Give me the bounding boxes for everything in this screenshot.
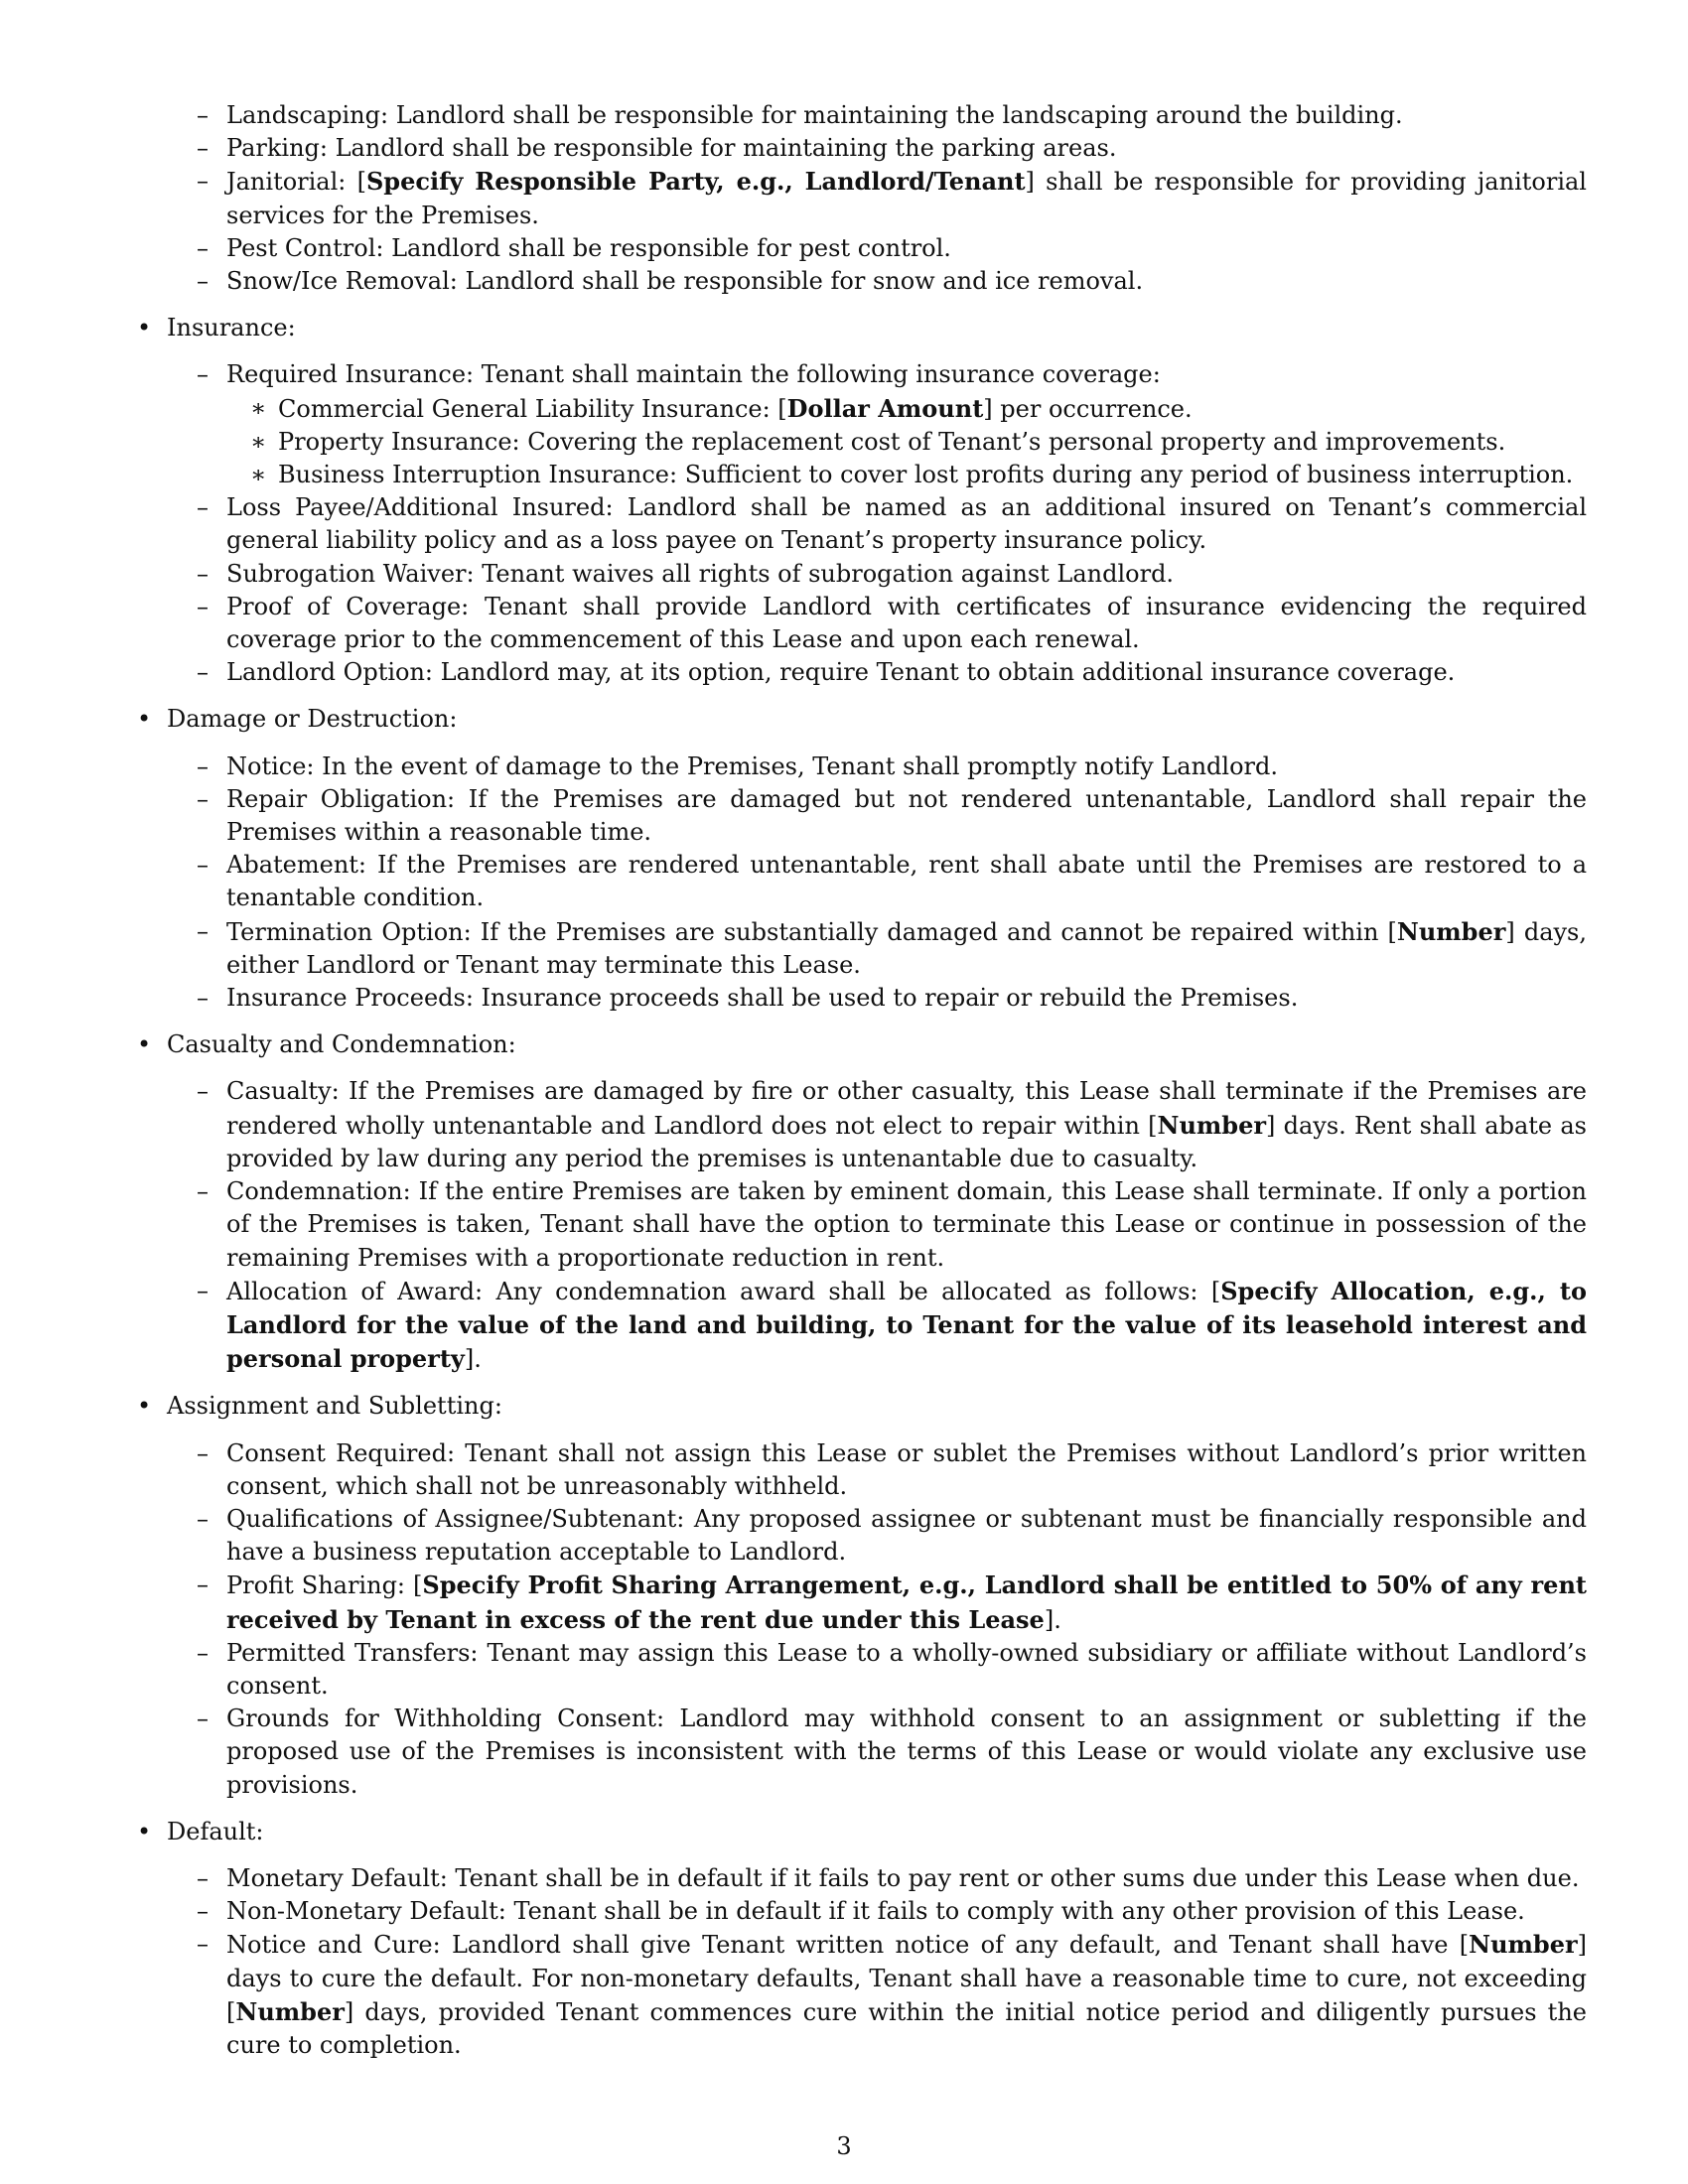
list-item: – Required Insurance: Tenant shall maintain the following insurance coverage: ∗ Commercial General Liability Insurance: [Dollar Amount] per occurrence. ∗ Property Insurance: Covering the replacement cost of Tenant’s personal property and improvements. ∗ Business Interruption Insurance: Sufficient to cover lost profits during any period of business interruption. (135, 358, 1587, 491)
dash-marker: – (197, 1638, 209, 1667)
placeholder-text: Dollar Amount (786, 393, 984, 423)
dash-marker: – (197, 134, 209, 163)
placeholder-text: Specify Allocation, e.g., to Landlord for the value of the land and building, to Tenant for the value of its leasehold interest and personal property (226, 1276, 1588, 1374)
placeholder-text: Number (1469, 1930, 1578, 1960)
dash-marker: – (197, 559, 209, 588)
bullet-marker: • (137, 314, 152, 342)
lease-content (135, 99, 1587, 2062)
list-item: – Repair Obligation: If the Premises are damaged but not rendered untenantable, Landlord shall repair the Premises within a reasonable time. (197, 784, 1587, 847)
placeholder-text: Number (235, 1996, 345, 2026)
list-item: – Landlord Option: Landlord may, at its option, require Tenant to obtain additional insurance coverage. (135, 656, 1587, 689)
dash-marker: – (197, 1504, 209, 1533)
default-list (135, 1862, 1587, 2062)
casualty-list (135, 1075, 1587, 1376)
placeholder-text: Number (1396, 916, 1506, 946)
dash-marker: – (197, 1177, 209, 1206)
list-item: – Loss Payee/Additional Insured: Landlord shall be named as an additional insured on Tenant’s commercial general liability policy and as a loss payee on Tenant’s property insurance policy. (197, 493, 1587, 555)
list-item: – Casualty: If the Premises are damaged by fire or other casualty, this Lease shall terminate if the Premises are rendered wholly untenantable and Landlord does not elect to repair within [Number] days. Rent shall abate as provided by law during any period the premises is untenantable due to casualty. (197, 1077, 1587, 1172)
placeholder-text: Specify Responsible Party, e.g., Landlord/Tenant (365, 167, 1026, 197)
placeholder-text: Number (1157, 1110, 1266, 1140)
dash-marker: – (197, 1276, 209, 1304)
list-item: – Consent Required: Tenant shall not assign this Lease or sublet the Premises without Landlord’s prior written consent, which shall not be unreasonably withheld. (197, 1438, 1587, 1500)
list-item: – Qualifications of Assignee/Subtenant: Any proposed assignee or subtenant must be financially responsible and have a business reputation acceptable to Landlord. (197, 1504, 1587, 1567)
list-item: – Pest Control: Landlord shall be responsible for pest control. (135, 232, 1587, 265)
dash-marker: – (197, 101, 209, 129)
list-item: – Profit Sharing: [Specify Profit Sharing Arrangement, e.g., Landlord shall be entitled to 50% of any rent received by Tenant in excess of the rent due under this Lease]. (197, 1570, 1587, 1634)
list-item: – Termination Option: If the Premises are substantially damaged and cannot be repaired within [Number] days, either Landlord or Tenant may terminate this Lease. (197, 916, 1588, 979)
maintenance-list (135, 99, 1587, 298)
bullet-marker: • (137, 705, 152, 734)
list-item: ∗ Property Insurance: Covering the replacement cost of Tenant’s personal property and improvements. (226, 426, 1587, 459)
dash-marker: – (197, 751, 209, 780)
dash-marker: – (197, 267, 209, 296)
bullet-marker: • (137, 1030, 152, 1059)
list-item: ∗ Business Interruption Insurance: Sufficient to cover lost profits during any period of business interruption. (226, 459, 1587, 491)
list-item: – Allocation of Award: Any condemnation award shall be allocated as follows: [Specify Allocation, e.g., to Landlord for the value of the land and building, to Tenant for the value of its leasehold interest and personal property]. (197, 1276, 1588, 1374)
section-heading-assignment: • Assignment and Subletting: (135, 1390, 1587, 1423)
assignment-list (135, 1437, 1587, 1802)
list-item: – Notice and Cure: Landlord shall give Tenant written notice of any default, and Tenant shall have [Number] days to cure the default. For non-monetary defaults, Tenant shall have a reasonable time to cure, not exceeding [Number] days, provided Tenant commences cure within the initial notice period and diligently pursues the cure to completion. (197, 1930, 1587, 2059)
section-heading-casualty: • Casualty and Condemnation: (135, 1028, 1587, 1061)
list-item: – Non-Monetary Default: Tenant shall be in default if it fails to comply with any other provision of this Lease. (135, 1895, 1587, 1928)
dash-marker: – (197, 916, 209, 945)
dash-marker: – (197, 167, 209, 196)
dash-marker: – (197, 658, 209, 687)
section-heading-damage: • Damage or Destruction: (135, 703, 1587, 736)
list-item: – Abatement: If the Premises are rendered untenantable, rent shall abate until the Premises are restored to a tenantable condition. (197, 851, 1587, 912)
dash-marker: – (197, 1705, 209, 1733)
damage-list (135, 751, 1587, 1016)
list-item: – Condemnation: If the entire Premises are taken by eminent domain, this Lease shall terminate. If only a portion of the Premises is taken, Tenant shall have the option to terminate this Lease or continue in possession of the remaining Premises with a proportionate reduction in rent. (197, 1177, 1587, 1272)
bullet-marker: • (137, 1392, 152, 1421)
list-item: – Insurance Proceeds: Insurance proceeds shall be used to repair or rebuild the Premises. (135, 982, 1587, 1015)
bullet-marker: • (137, 1817, 152, 1845)
star-marker: ∗ (250, 427, 267, 456)
list-item: – Monetary Default: Tenant shall be in default if it fails to pay rent or other sums due under this Lease when due. (135, 1862, 1587, 1895)
dash-marker: – (197, 1897, 209, 1926)
dash-marker: – (197, 1077, 209, 1106)
dash-marker: – (197, 984, 209, 1013)
dash-marker: – (197, 784, 209, 813)
list-item: – Janitorial: [Specify Responsible Party, e.g., Landlord/Tenant] shall be responsible for providing janitorial services for the Premises. (197, 167, 1587, 229)
star-marker: ∗ (250, 393, 267, 422)
list-item: ∗ Commercial General Liability Insurance: [Dollar Amount] per occurrence. (226, 392, 1587, 426)
list-item: – Parking: Landlord shall be responsible for maintaining the parking areas. (135, 132, 1587, 165)
list-item: – Snow/Ice Removal: Landlord shall be responsible for snow and ice removal. (135, 265, 1587, 298)
dash-marker: – (197, 1438, 209, 1467)
page-number: 3 (836, 2132, 852, 2160)
dash-marker: – (197, 493, 209, 522)
required-insurance-list (226, 392, 1587, 492)
dash-marker: – (197, 1930, 209, 1959)
insurance-list (135, 358, 1587, 689)
star-marker: ∗ (250, 461, 267, 489)
list-item: – Permitted Transfers: Tenant may assign this Lease to a wholly-owned subsidiary or affiliate without Landlord’s consent. (197, 1638, 1587, 1700)
list-item: – Grounds for Withholding Consent: Landlord may withhold consent to an assignment or subletting if the proposed use of the Premises is inconsistent with the terms of this Lease or would violate any exclusive use provisions. (197, 1705, 1587, 1799)
placeholder-text: Specify Profit Sharing Arrangement, e.g., Landlord shall be entitled to 50% of any rent received by Tenant in excess of the rent due under this Lease (226, 1570, 1587, 1634)
section-heading-default: • Default: (135, 1816, 1587, 1848)
dash-marker: – (197, 1570, 209, 1599)
dash-marker: – (197, 592, 209, 620)
list-item: – Subrogation Waiver: Tenant waives all rights of subrogation against Landlord. (135, 558, 1587, 591)
list-item: – Notice: In the event of damage to the Premises, Tenant shall promptly notify Landlord. (135, 751, 1587, 783)
list-item: – Proof of Coverage: Tenant shall provide Landlord with certificates of insurance evidencing the required coverage prior to the commencement of this Lease and upon each renewal. (197, 592, 1587, 654)
dash-marker: – (197, 1863, 209, 1892)
dash-marker: – (197, 360, 209, 389)
dash-marker: – (197, 851, 209, 880)
list-item: – Landscaping: Landlord shall be responsible for maintaining the landscaping around the building. (135, 99, 1587, 132)
dash-marker: – (197, 233, 209, 262)
section-heading-insurance: • Insurance: (135, 312, 1587, 344)
